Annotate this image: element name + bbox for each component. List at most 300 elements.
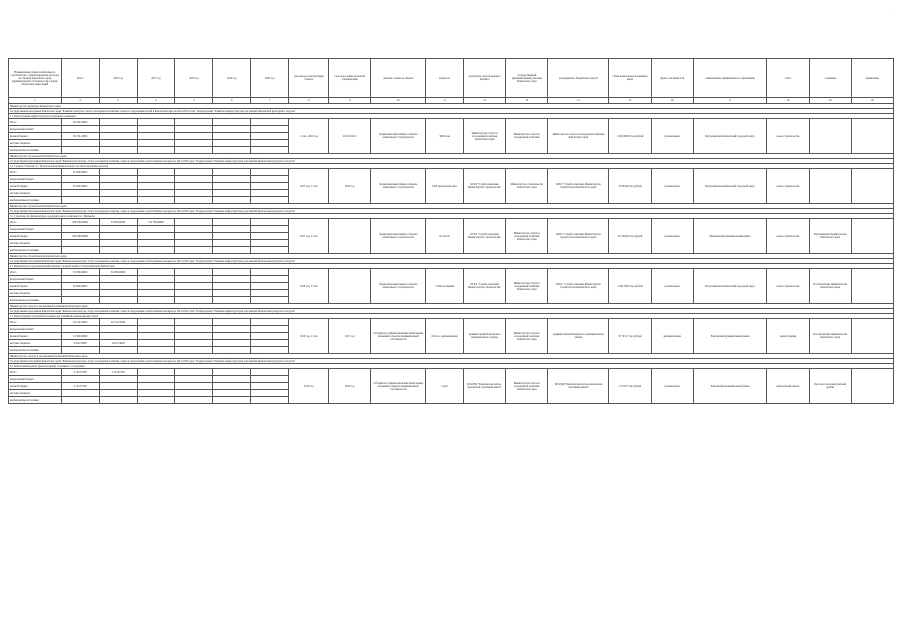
amount-cell (213, 376, 251, 383)
item-title: 4.1 Физкультурно-оздоровительный комплекс с водной зоной в г. Петропавловске-Камчатском (9, 264, 894, 269)
amount-cell (175, 169, 213, 176)
amount-cell (251, 390, 289, 397)
amount-cell (175, 340, 213, 347)
amount-cell (213, 147, 251, 154)
amount-cell (213, 169, 251, 176)
info-cell: 100 чел. единовременно (426, 319, 464, 354)
info-cell (851, 219, 893, 254)
amount-cell (99, 333, 137, 340)
info-cell: 1 этап - 2016 год (289, 119, 329, 154)
financing-label: Итого (9, 119, 62, 126)
info-cell: муниципальная (651, 319, 693, 354)
amount-cell (213, 283, 251, 290)
info-cell: Администрация Елизовского муниципального района (464, 319, 506, 354)
financing-label: внебюджетные источники (9, 197, 62, 204)
column-number: 14 (548, 98, 609, 104)
program-title: Государственная программа Камчатского края "Физическая культура, спорт, молодежная политика, отдых и оздоровление детей в Камчатском крае на 2014-2018 годы". Подпрограмма "Развитие инфраструктуры для занятий физической культурой и спортом" (9, 209, 894, 214)
amount-cell (213, 197, 251, 204)
column-header: основание (809, 59, 851, 98)
amount-cell (251, 340, 289, 347)
info-cell: КГАУДО "Комплексная детско-юношеская спортивная школа" (464, 369, 506, 404)
amount-cell (137, 126, 175, 133)
column-number: 9 (329, 98, 371, 104)
amount-cell (61, 390, 99, 397)
column-number: 8 (289, 98, 329, 104)
amount-cell (213, 326, 251, 333)
amount-cell (99, 147, 137, 154)
amount-cell (251, 126, 289, 133)
financing-label: внебюджетные источники (9, 247, 62, 254)
info-cell: Петропавловск-Камчатский городской округ (693, 119, 767, 154)
amount-cell (99, 226, 137, 233)
amount-cell (175, 290, 213, 297)
amount-cell (99, 397, 137, 404)
amount-cell (213, 390, 251, 397)
financing-label: Итого (9, 169, 62, 176)
column-header: распорядитель бюджетных средств (548, 59, 609, 98)
column-number: 2 (61, 98, 99, 104)
amount-cell (175, 369, 213, 376)
info-cell (329, 269, 371, 304)
info-cell: Министерство спорта и молодежной политики Камчатского края (506, 269, 548, 304)
amount-cell (251, 376, 289, 383)
amount-cell (251, 383, 289, 390)
financing-row (9, 269, 894, 276)
info-cell: 2016 год (329, 369, 371, 404)
amount-cell (175, 176, 213, 183)
column-header: 2019 год (213, 59, 251, 98)
amount-cell (99, 197, 137, 204)
info-cell: Министерство спорта и молодежной политики Камчатского края (506, 369, 548, 404)
amount-cell (137, 333, 175, 340)
info-cell: капитальный ремонт (767, 369, 809, 404)
amount-cell (99, 247, 137, 254)
amount-cell (61, 197, 99, 204)
amount-cell (137, 297, 175, 304)
amount-cell (251, 119, 289, 126)
column-number: 12 (464, 98, 506, 104)
amount-cell (137, 326, 175, 333)
amount-cell (175, 333, 213, 340)
column-number: 16 (651, 98, 693, 104)
column-header: получатель средств краевого бюджета (464, 59, 506, 98)
column-number: 6 (213, 98, 251, 104)
amount-cell (137, 183, 175, 190)
section-title: Министерство строительства Камчатского края (9, 154, 894, 159)
info-cell: 1500 зрительских мест (426, 169, 464, 204)
amount-cell (251, 233, 289, 240)
info-cell: КГКУ "Служба заказчика Министерства строительства" (464, 269, 506, 304)
info-cell: бюджетные инвестиции в объекты капитального строительства (371, 269, 426, 304)
info-cell: Распоряжение Правительства Камчатского края (809, 219, 851, 254)
amount-cell (99, 240, 137, 247)
info-cell (809, 119, 851, 154)
section-title: Министерство культуры Камчатского края (9, 104, 894, 109)
column-number: 20 (851, 98, 893, 104)
amount-cell (213, 126, 251, 133)
financing-row (9, 319, 894, 326)
amount-cell (251, 269, 289, 276)
amount-cell (251, 333, 289, 340)
amount-cell: 32 000,00000 (61, 169, 99, 176)
info-cell: 310 000,00 тыс.рублей (609, 219, 651, 254)
amount-cell (251, 219, 289, 226)
financing-row (9, 169, 894, 176)
amount-cell (213, 190, 251, 197)
financing-label: федеральный бюджет (9, 176, 62, 183)
amount-cell (137, 269, 175, 276)
column-number: 11 (426, 98, 464, 104)
amount-cell (175, 183, 213, 190)
amount-cell (213, 290, 251, 297)
amount-cell: 54 000,00000 (99, 219, 137, 226)
amount-cell (213, 333, 251, 340)
amount-cell: 32 000,00000 (61, 183, 99, 190)
column-header: объем капитальных вложений в ценах (609, 59, 651, 98)
amount-cell (137, 176, 175, 183)
amount-cell (175, 140, 213, 147)
amount-cell (213, 140, 251, 147)
amount-cell (137, 133, 175, 140)
amount-cell (61, 126, 99, 133)
financing-label: федеральный бюджет (9, 326, 62, 333)
info-cell: 2018 год, 3 этап (289, 269, 329, 304)
financing-label: краевой бюджет (9, 383, 62, 390)
amount-cell (175, 297, 213, 304)
section-title: Министерство спорта и молодежной политики Камчатского края (9, 304, 894, 309)
column-header: 2020 год (251, 59, 289, 98)
amount-cell (175, 397, 213, 404)
amount-cell (61, 397, 99, 404)
financing-label: краевой бюджет (9, 133, 62, 140)
amount-cell (213, 276, 251, 283)
financing-label: федеральный бюджет (9, 376, 62, 383)
amount-cell (137, 226, 175, 233)
amount-cell (137, 383, 175, 390)
column-number: 4 (137, 98, 175, 104)
amount-cell (213, 347, 251, 354)
info-cell: Постановление Правительства Камчатского края (809, 269, 851, 304)
amount-cell (213, 383, 251, 390)
amount-cell (251, 147, 289, 154)
amount-cell (213, 219, 251, 226)
amount-cell (61, 347, 99, 354)
amount-cell (61, 140, 99, 147)
amount-cell (99, 133, 137, 140)
page-marker: · (893, 8, 895, 13)
column-number: 7 (251, 98, 289, 104)
amount-cell (61, 190, 99, 197)
info-cell: 3600 м кв (426, 119, 464, 154)
amount-cell (213, 319, 251, 326)
amount-cell (137, 397, 175, 404)
amount-cell: 4 654,74000 (99, 340, 137, 347)
amount-cell (175, 119, 213, 126)
financing-label: местные бюджеты (9, 240, 62, 247)
amount-cell (175, 390, 213, 397)
column-header: государственный (муниципальный) заказчик Камчатского края (506, 59, 548, 98)
info-cell: региональная (651, 119, 693, 154)
info-cell: Министерство спорта и молодежной политики Камчатского края (506, 319, 548, 354)
section-title: Министерство строительства Камчатского края (9, 204, 894, 209)
program-title: Государственная программа Камчатского края "Физическая культура, спорт, молодежная политика, отдых и оздоровление детей в Камчатском крае на 2014-2018 годы". Подпрограмма "Развитие инфраструктуры для занятий физической культурой и спортом" (9, 309, 894, 314)
amount-cell (137, 190, 175, 197)
amount-cell: 4 723,07700 (61, 383, 99, 390)
info-cell: 2015-2016 гг (329, 119, 371, 154)
amount-cell (137, 197, 175, 204)
info-cell: 3 500 посещений (426, 269, 464, 304)
amount-cell (137, 319, 175, 326)
info-cell: 2016 год (329, 169, 371, 204)
amount-cell: 20 154,74000 (99, 319, 137, 326)
item-title: 3.1 Строительство физкультурно-оздоровительного комплекса в с. Мильково (9, 214, 894, 219)
amount-cell (213, 269, 251, 276)
financing-label: местные бюджеты (9, 140, 62, 147)
amount-cell (251, 247, 289, 254)
info-cell: Протокол заседания рабочей группы (809, 369, 851, 404)
financing-label: внебюджетные источники (9, 147, 62, 154)
amount-cell: 152 788,40000 (137, 219, 175, 226)
amount-cell (175, 226, 213, 233)
info-cell: Постановление Правительства Камчатского края (809, 319, 851, 354)
financing-label: федеральный бюджет (9, 126, 62, 133)
amount-cell (251, 319, 289, 326)
amount-cell: 20 154,74000 (61, 319, 99, 326)
info-cell: бюджетные инвестиции в объекты капитального строительства (371, 119, 426, 154)
financing-label: краевой бюджет (9, 233, 62, 240)
column-number: 1 (9, 98, 62, 104)
amount-cell: 4 654,74000 (61, 340, 99, 347)
amount-cell: 4 723,07700 (61, 369, 99, 376)
info-cell: новое строительство (767, 169, 809, 204)
amount-cell (175, 347, 213, 354)
financing-label: Итого (9, 369, 62, 376)
amount-cell (137, 340, 175, 347)
amount-cell (251, 133, 289, 140)
info-cell: бюджетные инвестиции в объекты капитального строительства (371, 219, 426, 254)
amount-cell (213, 247, 251, 254)
column-header: 2018 год (175, 59, 213, 98)
amount-cell (251, 326, 289, 333)
financing-label: Итого (9, 219, 62, 226)
amount-cell (251, 276, 289, 283)
program-title: Государственная программа Камчатского края "Физическая культура, спорт, молодежная политика, отдых и оздоровление детей в Камчатском крае на 2014-2018 годы". Подпрограмма "Развитие инфраструктуры для занятий физической культурой и спортом" (9, 159, 894, 164)
info-cell: 2015 год, 1 этап (289, 169, 329, 204)
column-number: 5 (175, 98, 213, 104)
amount-cell (99, 290, 137, 297)
info-cell: Елизовский муниципальный район (693, 319, 767, 354)
item-title: 5.1 Реконструкция спортивной площадки для занятий игровыми видами спорта (9, 314, 894, 319)
amount-cell (137, 240, 175, 247)
info-cell: 75 000,00 тыс.рублей (609, 169, 651, 204)
amount-cell (213, 397, 251, 404)
amount-cell (61, 147, 99, 154)
info-cell: Министерство строительства Камчатского края (506, 169, 548, 204)
amount-cell (175, 147, 213, 154)
info-cell: региональная (651, 369, 693, 404)
section-title: Министерство спорта и молодежной политики Камчатского края (9, 354, 894, 359)
amount-cell (137, 376, 175, 383)
info-cell: 1 корт (426, 369, 464, 404)
amount-cell (137, 147, 175, 154)
info-cell: 4 723,07 тыс.рублей (609, 369, 651, 404)
column-header: статус (767, 59, 809, 98)
amount-cell (251, 369, 289, 376)
info-cell: КГКУ "Служба заказчика Министерства строительства Камчатского края" (548, 269, 609, 304)
column-header: форма собственности (651, 59, 693, 98)
amount-cell (175, 219, 213, 226)
amount-cell: 30 000,00000 (61, 269, 99, 276)
amount-cell (137, 347, 175, 354)
amount-cell (213, 226, 251, 233)
amount-cell: 286 788,40000 (61, 233, 99, 240)
amount-cell (251, 283, 289, 290)
column-header: 2016 год (99, 59, 137, 98)
column-header: наименование муниципального образования (693, 59, 767, 98)
amount-cell (137, 247, 175, 254)
financing-label: внебюджетные источники (9, 347, 62, 354)
column-header: примечание (851, 59, 893, 98)
amount-cell: 28 254,10000 (61, 119, 99, 126)
amount-cell (61, 376, 99, 383)
info-cell (851, 319, 893, 354)
program-title: Государственная программа Камчатского края "Физическая культура, спорт, молодежная политика, отдых и оздоровление детей в Камчатском крае на 2014-2018 годы". Подпрограмма "Развитие инфраструктуры для занятий физической культурой и спортом" (9, 359, 894, 364)
amount-cell: 4 723,07700 (99, 369, 137, 376)
amount-cell (175, 133, 213, 140)
amount-cell (99, 376, 137, 383)
amount-cell (61, 247, 99, 254)
amount-cell (175, 269, 213, 276)
column-number: 13 (506, 98, 548, 104)
amount-cell (99, 383, 137, 390)
info-cell: 65 чел/см (426, 219, 464, 254)
info-cell (851, 369, 893, 404)
amount-cell (99, 176, 137, 183)
amount-cell (251, 140, 289, 147)
amount-cell (61, 226, 99, 233)
amount-cell (213, 340, 251, 347)
item-title: 6.1 Капитальный ремонт (реконструкция) спортивного сооружения (9, 364, 894, 369)
amount-cell: 15 500,00000 (61, 333, 99, 340)
amount-cell (213, 176, 251, 183)
amount-cell (213, 119, 251, 126)
info-cell: региональная (651, 219, 693, 254)
info-cell: субсидии на софинансирование капитальных вложений в объекты муниципальной собственности (371, 319, 426, 354)
amount-cell (137, 140, 175, 147)
amount-cell (137, 119, 175, 126)
amount-cell (175, 126, 213, 133)
financing-label: федеральный бюджет (9, 276, 62, 283)
info-cell: Министерство спорта и молодежной политики (506, 119, 548, 154)
column-header: срок ввода в эксплуатацию объекта (289, 59, 329, 98)
amount-cell (251, 197, 289, 204)
amount-cell (251, 190, 289, 197)
info-cell (851, 269, 893, 304)
program-title: Государственная программа Камчатского края "Развитие культуры, спорта, молодежной политики, отдыха и оздоровления детей в Камчатском крае на 2014-2018 годы". Подпрограмма "Развитие инфраструктуры для занятий физической культурой и спортом" (9, 109, 894, 114)
financing-label: местные бюджеты (9, 390, 62, 397)
amount-cell (175, 233, 213, 240)
amount-cell (175, 326, 213, 333)
info-cell: Министерство спорта и молодежной политики Камчатского края (548, 119, 609, 154)
amount-cell (99, 283, 137, 290)
amount-cell (213, 233, 251, 240)
header-row (9, 59, 894, 98)
column-header: Наименование объекта капитального строительства, софинансирование расходов на объекты Камчатского края (муниципальной собственности) в форме бюджетных инвестиций (9, 59, 62, 98)
info-cell: Министерство спорта и молодежной политики Камчатского края (506, 219, 548, 254)
column-header: мощность (426, 59, 464, 98)
info-cell: Администрация Елизовского муниципального района (548, 319, 609, 354)
info-cell: Елизовский муниципальный район (693, 369, 767, 404)
program-title: Государственная программа Камчатского края "Физическая культура, спорт, молодежная политика, отдых и оздоровление детей в Камчатском крае на 2014-2018 годы". Подпрограмма "Развитие инфраструктуры для занятий физической культурой и спортом" (9, 259, 894, 264)
info-cell: 2 500 700,0 тыс.рублей (609, 269, 651, 304)
financing-label: Итого (9, 319, 62, 326)
amount-cell (251, 183, 289, 190)
info-cell: Мильковский муниципальный район (693, 219, 767, 254)
column-header: срок подготовки проектной документации (329, 59, 371, 98)
financing-row (9, 119, 894, 126)
info-cell: реконструкция (767, 319, 809, 354)
financing-label: федеральный бюджет (9, 226, 62, 233)
column-number: 17 (693, 98, 767, 104)
amount-cell (99, 190, 137, 197)
info-cell: КГАУДО "Комплексная детско-юношеская спортивная школа" (548, 369, 609, 404)
item-title: 2.1 Стадион "Спартак" в г. Петропавловске-Камчатском (в том числе проектные работы) (9, 164, 894, 169)
amount-cell (99, 390, 137, 397)
amount-cell: 28 254,10000 (61, 133, 99, 140)
financing-label: краевой бюджет (9, 333, 62, 340)
document-table (8, 58, 894, 613)
amount-cell (61, 276, 99, 283)
amount-cell (213, 183, 251, 190)
amount-cell (137, 290, 175, 297)
financing-label: внебюджетные источники (9, 397, 62, 404)
amount-cell (175, 283, 213, 290)
financing-label: краевой бюджет (9, 283, 62, 290)
info-cell: КГКУ "Служба заказчика Министерства строительства Камчатского края" (548, 219, 609, 254)
column-header: Итого (61, 59, 99, 98)
info-cell: субсидии на софинансирование капитальных вложений в объекты муниципальной собственности (371, 369, 426, 404)
amount-cell (99, 126, 137, 133)
info-cell: 2017 год, 2 этап (289, 219, 329, 254)
info-cell (851, 119, 893, 154)
info-cell: бюджетные инвестиции в объекты капитального строительства (371, 169, 426, 204)
info-cell: 2016 год, 1 этап (289, 319, 329, 354)
info-cell: 35 723,17 тыс.рублей (609, 319, 651, 354)
financing-label: местные бюджеты (9, 290, 62, 297)
amount-cell (61, 326, 99, 333)
amount-cell (213, 369, 251, 376)
column-header: сметная стоимость объекта (371, 59, 426, 98)
amount-cell (99, 140, 137, 147)
amount-cell (251, 240, 289, 247)
amount-cell (251, 347, 289, 354)
amount-cell (137, 390, 175, 397)
amount-cell (175, 376, 213, 383)
amount-cell (61, 297, 99, 304)
amount-cell: 30 000,00000 (61, 283, 99, 290)
column-number: 10 (371, 98, 426, 104)
amount-cell (175, 240, 213, 247)
amount-cell (137, 369, 175, 376)
amount-cell (99, 169, 137, 176)
amount-cell (251, 297, 289, 304)
info-cell: Министерство спорта и молодежной политики Камчатского края (464, 119, 506, 154)
section-title: Министерство строительства Камчатского края (9, 254, 894, 259)
financing-label: внебюджетные источники (9, 297, 62, 304)
amount-cell (137, 169, 175, 176)
amount-cell (137, 283, 175, 290)
amount-cell (99, 347, 137, 354)
